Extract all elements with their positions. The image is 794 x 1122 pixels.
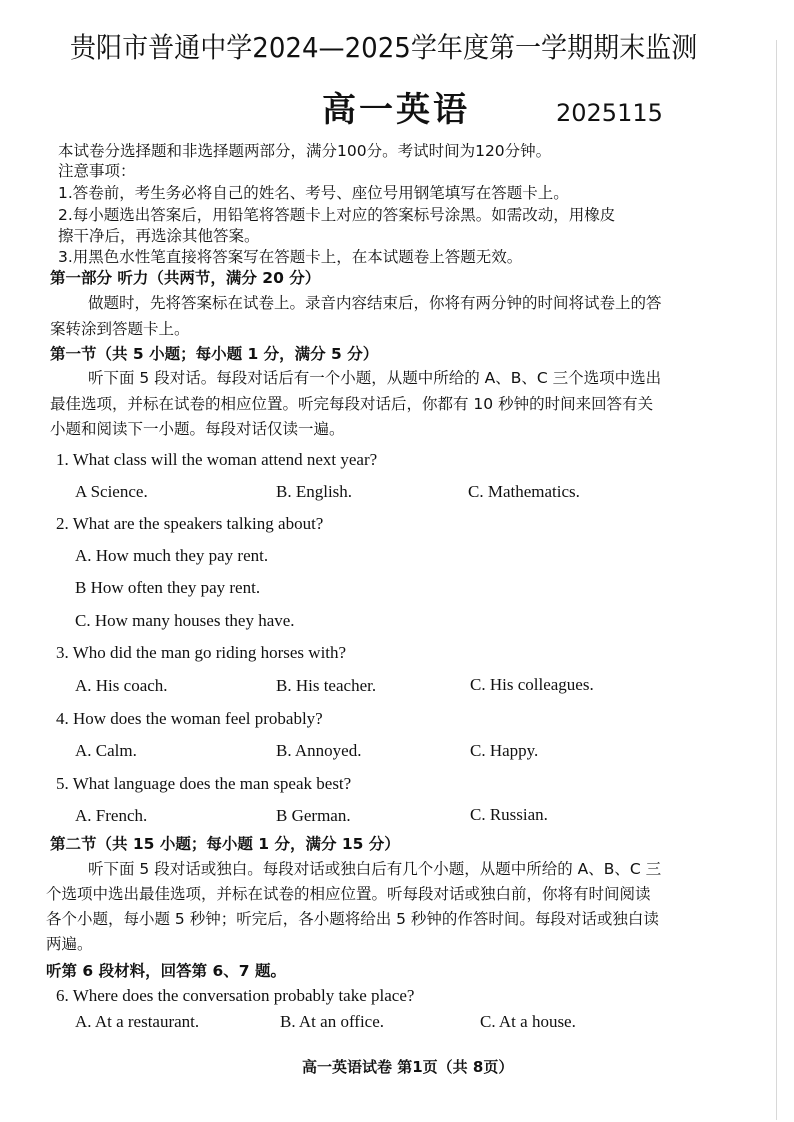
page-footer: 高一英语试卷 第1页（共 8页） <box>302 1058 514 1076</box>
note-item-2: 2.每小题选出答案后，用铅笔将答题卡上对应的答案标号涂黑。如需改动，用橡皮 <box>58 206 616 224</box>
q5-option-c: C. Russian. <box>470 805 548 824</box>
q4-option-b: B. Annoyed. <box>276 741 362 760</box>
section1-heading: 第一节（共 5 小题；每小题 1 分，满分 5 分） <box>50 345 379 363</box>
q6-option-c: C. At a house. <box>480 1012 576 1031</box>
question-4: 4. How does the woman feel probably? <box>56 709 323 728</box>
question-1: 1. What class will the woman attend next year? <box>56 450 378 469</box>
section2-instruction-4: 两遍。 <box>46 935 93 953</box>
q4-option-a: A. Calm. <box>75 741 137 760</box>
section2-instruction: 听下面 5 段对话或独白。每段对话或独白后有几个小题，从题中所给的 A、B、C 三 <box>88 860 662 878</box>
question-2: 2. What are the speakers talking about? <box>56 514 324 533</box>
q3-option-b: B. His teacher. <box>276 676 377 695</box>
q3-option-a: A. His coach. <box>75 676 168 695</box>
intro-note: 本试卷分选择题和非选择题两部分，满分100分。考试时间为120分钟。 <box>58 142 552 160</box>
section2-instruction-2: 个选项中选出最佳选项，并标在试卷的相应位置。听每段对话或独白前，你将有时间阅读 <box>46 885 651 903</box>
section1-instruction: 听下面 5 段对话。每段对话后有一个小题，从题中所给的 A、B、C 三个选项中选出 <box>88 369 662 387</box>
q2-option-b: B How often they pay rent. <box>75 578 261 597</box>
part1-instruction-cont: 案转涂到答题卡上。 <box>50 320 190 338</box>
q2-option-a: A. How much they pay rent. <box>75 546 269 565</box>
part1-instruction: 做题时，先将答案标在试卷上。录音内容结束后，你将有两分钟的时间将试卷上的答 <box>88 294 662 312</box>
q5-option-b: B German. <box>276 806 351 825</box>
section1-instruction-3: 小题和阅读下一小题。每段对话仅读一遍。 <box>50 420 345 438</box>
q3-option-c: C. His colleagues. <box>470 675 594 694</box>
note-item-1: 1.答卷前，考生务必将自己的姓名、考号、座位号用钢笔填写在答题卡上。 <box>58 184 569 202</box>
q1-option-c: C. Mathematics. <box>468 482 580 501</box>
section2-instruction-3: 各个小题，每小题 5 秒钟；听完后，各小题将给出 5 秒钟的作答时间。每段对话或独白读 <box>46 910 659 928</box>
note-item-2-cont: 擦干净后，再选涂其他答案。 <box>58 227 260 245</box>
exam-code: 2025115 <box>556 99 663 127</box>
page-edge-line <box>776 40 777 1120</box>
note-item-3: 3.用黑色水性笔直接将答案写在答题卡上，在本试题卷上答题无效。 <box>58 248 523 266</box>
q5-option-a: A. French. <box>75 806 148 825</box>
notes-heading: 注意事项： <box>58 162 136 180</box>
q1-option-b: B. English. <box>276 482 353 501</box>
q1-option-a: A Science. <box>75 482 148 501</box>
q6-option-a: A. At a restaurant. <box>75 1012 200 1031</box>
material-6-heading: 听第 6 段材料，回答第 6、7 题。 <box>46 962 286 980</box>
part1-heading: 第一部分 听力（共两节，满分 20 分） <box>50 269 321 287</box>
question-3: 3. Who did the man go riding horses with? <box>56 643 347 662</box>
question-5: 5. What language does the man speak best? <box>56 774 352 793</box>
section1-instruction-2: 最佳选项，并标在试卷的相应位置。听完每段对话后，你都有 10 秒钟的时间来回答有关 <box>50 395 654 413</box>
q4-option-c: C. Happy. <box>470 741 539 760</box>
q2-option-c: C. How many houses they have. <box>75 611 295 630</box>
exam-title: 贵阳市普通中学2024—2025学年度第一学期期末监测 <box>70 31 698 64</box>
question-6: 6. Where does the conversation probably take place? <box>56 986 415 1005</box>
section2-heading: 第二节（共 15 小题；每小题 1 分，满分 15 分） <box>50 835 400 853</box>
q6-option-b: B. At an office. <box>280 1012 385 1031</box>
subject-title: 高一英语 <box>322 90 470 130</box>
